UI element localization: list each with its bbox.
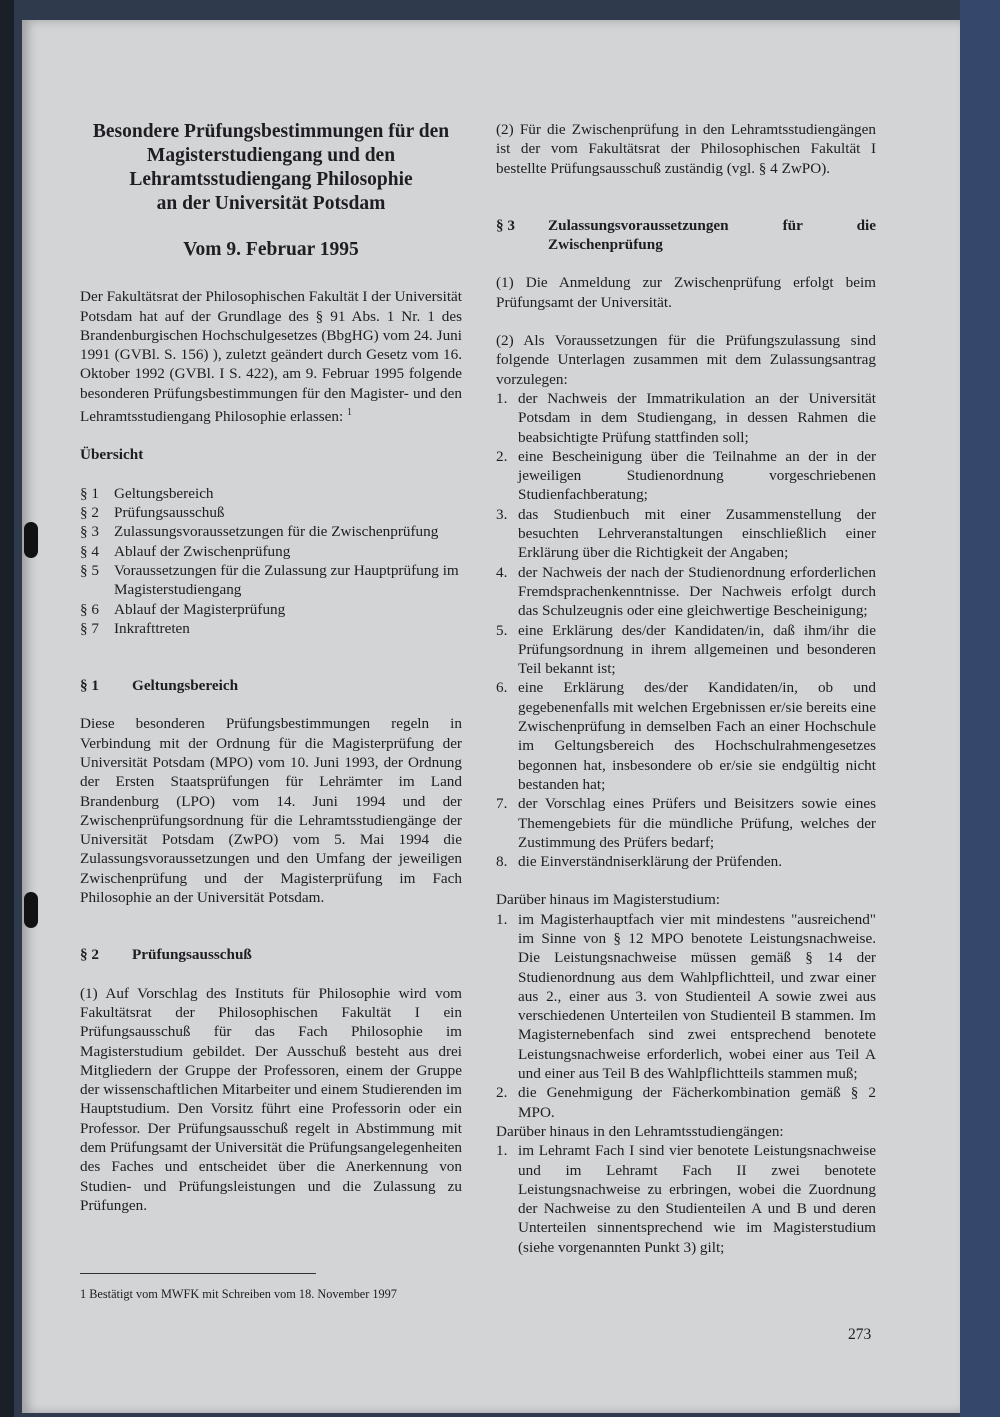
section-2-paragraph-1: (1) Auf Vorschlag des Instituts für Philosophie wird vom Fakultätsrat der Philosophischen Fakultät I ein Prüfungsausschuß für das Fach Philosophie im Magisterstudium gebildet. Der Ausschuß besteht aus drei Mitgliedern der Gruppe der Professoren, einem der Gruppe der wissenschaftlichen Mitarbeiter und einem Studierenden im Hauptstudium. Den Vorsitz führt eine Professorin oder ein Professor. Der Prüfungsausschuß regelt in Abstimmung mit dem Prüfungsamt der Universität die Prüfungsangelegenheiten des Faches und entscheidet über die Anerkennung von Studien- und Prüfungsleistungen und die Zulassung zu Prüfungen. — [80, 984, 462, 1214]
preamble-text: Der Fakultätsrat der Philosophischen Fakultät I der Universität Potsdam hat auf der Grundlage des § 91 Abs. 1 Nr. 1 des Brandenburgischen Hochschulgesetzes (BbgHG) vom 24. Juni 1991 (GVBl. S. 156) ), zuletzt geändert durch Gesetz vom 16. Oktober 1992 (GVBl. I S. 422), am 9. Februar 1995 folgende besonderen Prüfungsbestimmungen für den Magister- und den Lehramtsstudiengang Philosophie erlassen: — [80, 288, 462, 426]
list-item — [496, 447, 876, 505]
item-number: 6. — [496, 679, 508, 697]
item-number: 1. — [496, 910, 508, 928]
item-text: eine Erklärung des/der Kandidaten/in, daß ihm/ihr die Prüfungsordnung in ihrem allgemeinen und besonderen Teil bekannt ist; — [518, 621, 876, 678]
requirements-list — [496, 389, 876, 871]
section-number: § 1 — [80, 677, 99, 695]
list-item — [80, 619, 462, 638]
item-number: 3. — [496, 505, 508, 523]
list-item — [80, 484, 462, 503]
item-text: im Lehramt Fach I sind vier benotete Leistungsnachweise und im Lehramt Fach II zwei benotete Leistungsnachweise zu erbringen, wobei die Zuordnung der Nachweise zu den Studienteilen A und B und deren Unterteilen sinnentsprechend wie im Magisterstudium (siehe vorgenannten Punkt 3) gilt; — [518, 1142, 876, 1256]
item-text: der Vorschlag eines Prüfers und Beisitzers sowie eines Themengebiets für die mündliche Prüfung, welches der Zustimmung des Prüfers bedarf; — [518, 795, 876, 851]
list-item — [496, 1083, 876, 1122]
document-page — [22, 20, 960, 1413]
section-3-paragraph-2: (2) Als Voraussetzungen für die Prüfungszulassung sind folgende Unterlagen zusammen mit dem Zulassungsantrag vorzulegen: — [496, 332, 876, 388]
item-text: Ablauf der Magisterprüfung — [114, 600, 286, 618]
section-2-paragraph-2: (2) Für die Zwischenprüfung in den Lehramtsstudiengängen ist der vom Fakultätsrat der Philosophischen Fakultät I bestellte Prüfungsausschuß zuständig (vgl. § 4 ZwPO). — [496, 121, 876, 177]
list-item — [80, 503, 462, 522]
overview-list — [80, 484, 462, 638]
title-line: an der Universität Potsdam — [156, 193, 386, 214]
list-item — [496, 505, 876, 563]
footnote-divider — [80, 1273, 316, 1274]
section-2-heading — [80, 945, 462, 964]
item-text: eine Bescheinigung über die Teilnahme an der in der jeweiligen Studienordnung vorgeschriebenen Studienfachberatung; — [518, 447, 876, 504]
section-3-heading — [496, 216, 876, 255]
footnote-mark: 1 — [347, 407, 352, 419]
item-text: die Genehmigung der Fächerkombination gemäß § 2 MPO. — [518, 1084, 876, 1121]
item-number: 2. — [496, 447, 508, 465]
item-text: Geltungsbereich — [114, 484, 214, 502]
magister-intro: Darüber hinaus im Magisterstudium: — [496, 891, 720, 909]
item-text: der Nachweis der nach der Studienordnung erforderlichen Fremdsprachenkenntnisse. Der Nachweis erfolgt durch das Schulzeugnis oder eine gleichwertige Bescheinigung; — [518, 563, 876, 620]
list-item — [80, 522, 462, 541]
item-number: § 4 — [80, 542, 99, 560]
title-line: Lehramtsstudiengang Philosophie — [129, 169, 413, 190]
section-number: § 2 — [80, 946, 99, 964]
item-text: Inkrafttreten — [114, 619, 190, 637]
item-number: 4. — [496, 563, 508, 581]
item-number: § 5 — [80, 561, 99, 579]
section-title: Prüfungsausschuß — [132, 946, 252, 964]
item-text: der Nachweis der Immatrikulation an der Universität Potsdam in dem Studiengang, in dessen Rahmen die beabsichtigte Prüfung stattfinden soll; — [518, 389, 876, 446]
item-text: eine Erklärung des/der Kandidaten/in, ob und gegebenenfalls mit welchen Ergebnissen er/sie bereits eine Zwischenprüfung in demselben Fach an einer Hochschule im Geltungsbereich des Hochschulrahmengesetzes begonnen hat, insbesondere ob er/sie sie endgültig nicht bestanden hat; — [518, 679, 876, 793]
list-item — [496, 794, 876, 852]
section-1-heading — [80, 676, 462, 695]
item-number: § 2 — [80, 504, 99, 522]
document-title — [80, 120, 462, 216]
item-number: 5. — [496, 621, 508, 639]
list-item — [496, 910, 876, 1084]
document-date: Vom 9. Februar 1995 — [183, 239, 359, 260]
overview-heading: Übersicht — [80, 446, 144, 464]
list-item — [496, 852, 876, 871]
list-item — [80, 600, 462, 619]
item-text: Zulassungsvoraussetzungen für die Zwischenprüfung — [114, 523, 439, 541]
list-item — [496, 389, 876, 447]
item-number: § 1 — [80, 484, 99, 502]
section-number: § 3 — [496, 216, 515, 234]
title-line: Magisterstudiengang und den — [146, 145, 396, 166]
item-text: das Studienbuch mit einer Zusammenstellung der besuchten Lehrveranstaltungen einschließlich einer Erklärung über die Richtigkeit der Angaben; — [518, 505, 876, 562]
preamble — [80, 287, 462, 426]
item-number: 8. — [496, 853, 508, 871]
item-number: § 3 — [80, 523, 99, 541]
title-line: Besondere Prüfungsbestimmungen für den — [92, 121, 450, 142]
footnote: 1 Bestätigt vom MWFK mit Schreiben vom 18. November 1997 — [80, 1287, 397, 1301]
item-text: im Magisterhauptfach vier mit mindestens "ausreichend" im Sinne von § 12 MPO benotete Leistungsnachweise. Die Leistungsnachweise müssen gemäß § 14 der Studienordnung aus dem Wahlpflichtteil, und zwar einer aus 2., einer aus 3. von Studienteil A sowie zwei aus verschiedenen Unterteilen von Studienteil B stammen. Im Magisternebenfach sind zwei entsprechend benotete Leistungsnachweise erforderlich, wobei einer aus Teil A und einer aus Teil B des Wahlpflichtteils stammen muß; — [518, 910, 876, 1083]
left-column — [80, 120, 462, 1215]
item-number: 7. — [496, 795, 508, 813]
item-text: Prüfungsausschuß — [114, 504, 225, 522]
lehramt-list — [496, 1141, 876, 1257]
magister-list — [496, 910, 876, 1122]
book-cover-edge — [960, 0, 1000, 1417]
section-title: Zulassungsvoraussetzungen für die Zwischenprüfung — [548, 216, 876, 254]
list-item — [80, 561, 462, 600]
right-column — [496, 120, 876, 1257]
item-text: Voraussetzungen für die Zulassung zur Hauptprüfung im Magisterstudiengang — [114, 561, 459, 599]
item-text: Ablauf der Zwischenprüfung — [114, 542, 291, 560]
item-number: 1. — [496, 389, 508, 407]
item-number: 2. — [496, 1084, 508, 1102]
item-number: 1. — [496, 1142, 508, 1160]
item-number: § 7 — [80, 619, 99, 637]
list-item — [496, 563, 876, 621]
item-text: die Einverständniserklärung der Prüfenden. — [518, 853, 783, 871]
book-spine-shadow — [0, 0, 14, 1417]
section-1-text: Diese besonderen Prüfungsbestimmungen regeln in Verbindung mit der Ordnung für die Magisterprüfung der Universität Potsdam (MPO) vom 10. Juni 1993, der Ordnung der Ersten Staatsprüfungen für Lehrämter im Land Brandenburg (LPO) vom 14. Juni 1994 und der Zwischenprüfungsordnung für die Lehramtsstudiengänge der Universität Potsdam (ZwPO) vom 5. Mai 1994 die Zulassungsvoraussetzungen und den Umfang der jeweiligen Zwischenprüfung und der Magisterprüfung im Fach Philosophie an der Universität Potsdam. — [80, 715, 462, 907]
item-number: § 6 — [80, 600, 99, 618]
list-item — [496, 1141, 876, 1257]
page-number: 273 — [848, 1326, 872, 1343]
list-item — [496, 621, 876, 679]
lehramt-intro: Darüber hinaus in den Lehramtsstudiengängen: — [496, 1122, 784, 1140]
binding-hole — [24, 522, 38, 558]
list-item — [496, 678, 876, 794]
section-title: Geltungsbereich — [132, 677, 239, 695]
list-item — [80, 542, 462, 561]
binding-hole — [24, 892, 38, 928]
section-3-paragraph-1: (1) Die Anmeldung zur Zwischenprüfung erfolgt beim Prüfungsamt der Universität. — [496, 274, 876, 311]
